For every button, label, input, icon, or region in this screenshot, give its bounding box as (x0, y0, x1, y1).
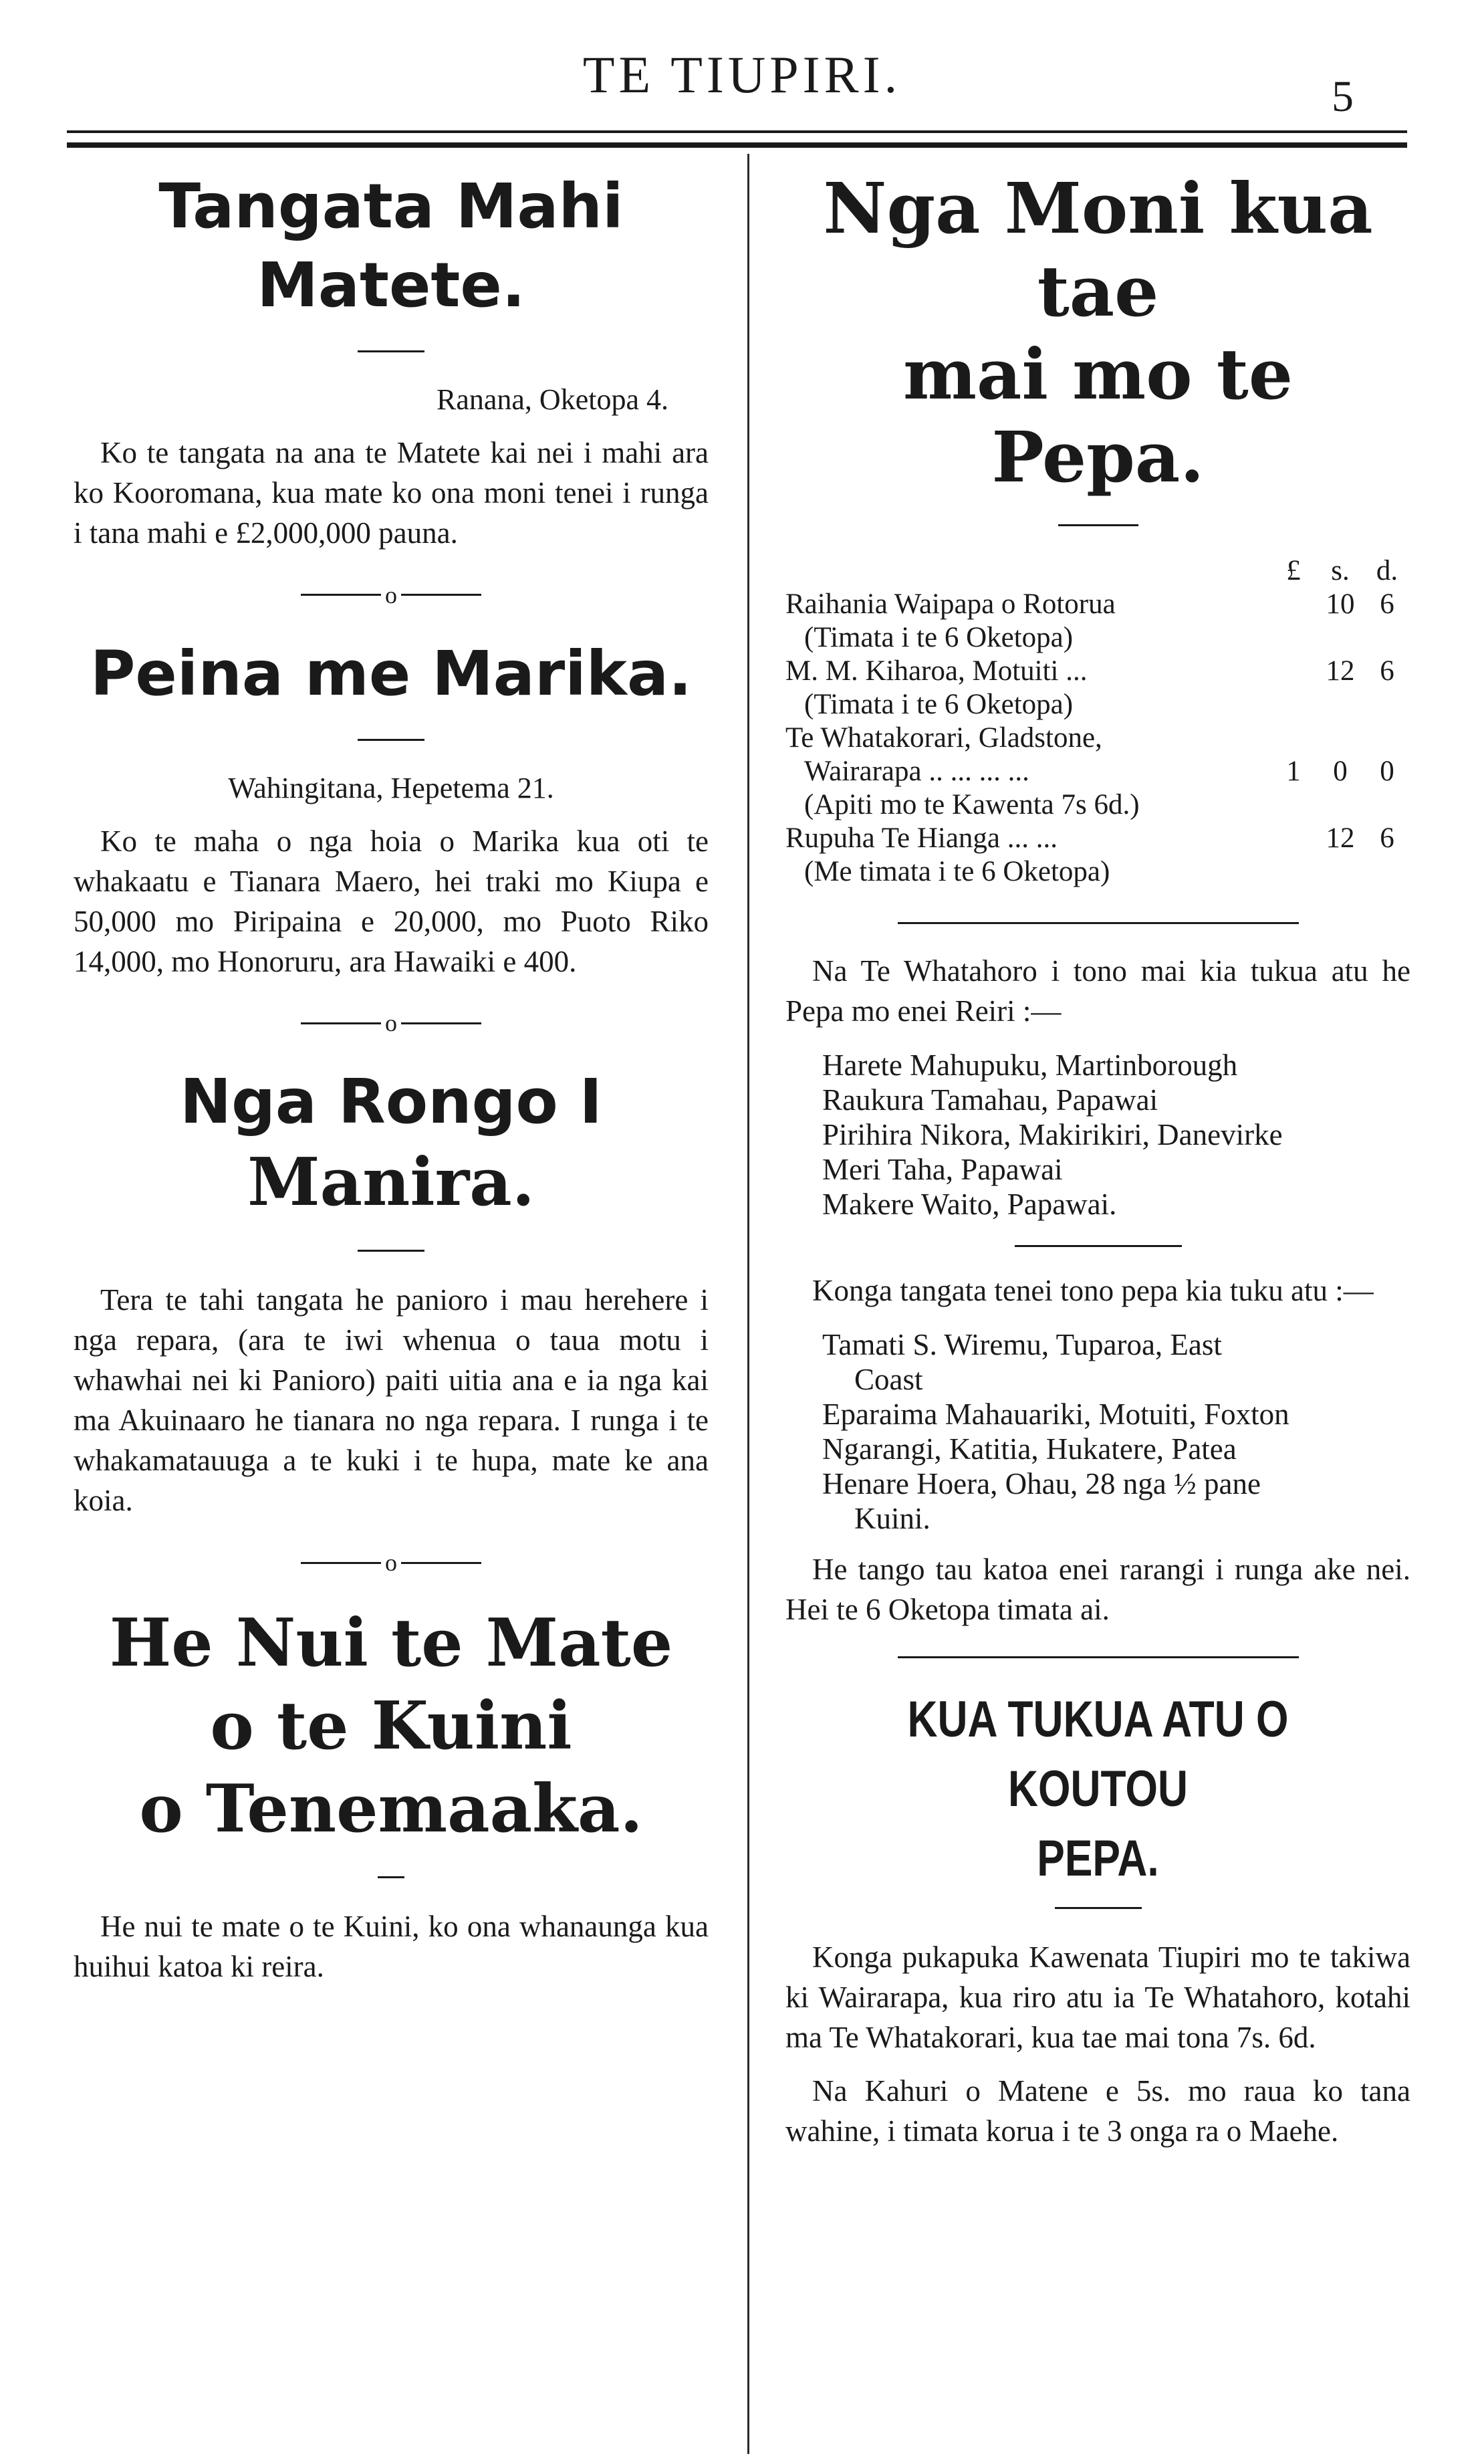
headline-line: o Tenemaaka. (139, 1771, 643, 1848)
headline-line: Peina me Marika. (90, 637, 692, 709)
table-header-row (785, 554, 1410, 588)
table-row-note (785, 788, 1410, 822)
headline-line: PEPA. (1037, 1830, 1159, 1887)
article-whatahoro-request (785, 951, 1410, 1222)
separator-line (301, 1022, 381, 1024)
pence-cell: 6 (1380, 655, 1394, 687)
newspaper-title: TE TIUPIRI. (582, 45, 902, 104)
header-rule-thick (67, 142, 1407, 148)
list-item: Makere Waito, Papawai. (822, 1188, 1117, 1221)
subscriber-name-cont: Wairarapa .. ... ... ... (804, 756, 1029, 787)
section-separator (74, 1007, 709, 1038)
short-rule (358, 739, 424, 741)
article-body: He tango tau katoa enei rarangi i runga ake nei. Hei te 6 Oketopa timata ai. (785, 1553, 1410, 1626)
subscriptions-table (785, 554, 1410, 889)
pounds-cell (1270, 588, 1317, 621)
column-divider (747, 154, 749, 2454)
masthead (0, 37, 1484, 121)
subscription-note: (Apiti mo te Kawenta 7s 6d.) (804, 789, 1140, 820)
list-item (822, 1432, 1410, 1466)
headline-line: He Nui te Mate (109, 1605, 673, 1682)
section-rule (898, 1656, 1299, 1658)
section-separator (74, 578, 709, 609)
headline-line: Tangata Mahi (158, 171, 624, 242)
pounds-cell (1270, 655, 1317, 688)
article-tangata-mahi (74, 167, 709, 553)
list-item (822, 1327, 1410, 1397)
currency-header: d. (1376, 555, 1398, 586)
article-nga-rongo-manira (74, 1062, 709, 1521)
section-separator (74, 1546, 709, 1577)
list-item-cont: Coast (854, 1363, 923, 1396)
article-body: He nui te mate o te Kuini, ko ona whanaunga kua huihui katoa ki reira. (74, 1910, 709, 1984)
article-kua-tukua (785, 1685, 1410, 2151)
list-item: Harete Mahupuku, Martinborough (822, 1048, 1238, 1082)
headline-line: mai mo te Pepa. (903, 333, 1293, 498)
table-row (785, 588, 1410, 621)
separator-mark: o (385, 1549, 397, 1577)
shillings-cell: 0 (1333, 756, 1348, 787)
headline-line: Manira. (247, 1144, 535, 1222)
table-row-cont (785, 755, 1410, 788)
separator-line (301, 1562, 381, 1564)
article-headline (785, 167, 1410, 499)
short-rule (358, 1250, 424, 1252)
article-peina-me-marika (74, 635, 709, 982)
short-rule (378, 1876, 404, 1878)
pence-cell: 0 (1380, 756, 1394, 787)
article-body: Na Kahuri o Matene e 5s. mo raua ko tana wahine, i timata korua i te 3 onga ra o Maehe. (785, 2074, 1410, 2148)
article-headline (74, 635, 709, 713)
list-item (822, 1466, 1410, 1536)
article-body: Tera te tahi tangata he panioro i mau herehere i nga repara, (ara te iwi whenua o taua motu i whawhai nei ki Panioro) paiti uitia ana e ia nga kai ma Akuinaaro he tianara no nga repara. I runga i te whakamatauuga a te kuki i te hupa, mate ke ana koia. (74, 1283, 709, 1518)
left-column (74, 167, 709, 1987)
section-rule (898, 922, 1299, 924)
header-rule-thin (67, 130, 1407, 133)
headline-line: o te Kuini (210, 1688, 572, 1765)
dateline: Wahingitana, Hepetema 21. (228, 771, 554, 804)
pounds-cell (1270, 822, 1317, 855)
article-headline (74, 167, 709, 325)
subscription-note: (Timata i te 6 Oketopa) (804, 622, 1074, 653)
subscription-note: (Timata i te 6 Oketopa) (804, 689, 1074, 720)
article-body: Ko te maha o nga hoia o Marika kua oti te whakaatu e Tianara Maero, hei traki mo Kiupa e 50,000 mo Piripaina e 20,000, mo Puoto Riko 14,000, mo Honoruru, ara Hawaiki e 400. (74, 824, 709, 978)
article-body: Na Te Whatahoro i tono mai kia tukua atu he Pepa mo enei Reiri :— (785, 954, 1410, 1028)
article-headline (842, 1685, 1354, 1894)
separator-mark: o (385, 581, 397, 608)
headline-line: KUA TUKUA ATU O KOUTOU (907, 1691, 1289, 1817)
article-headline-second (74, 1141, 709, 1224)
article-headline (74, 1062, 709, 1141)
list-item: Raukura Tamahau, Papawai (822, 1083, 1158, 1117)
headline-line: Nga Moni kua tae (823, 167, 1373, 332)
list-item: Meri Taha, Papawai (822, 1153, 1063, 1186)
shillings-cell: 10 (1326, 588, 1355, 620)
table-row (785, 822, 1410, 855)
names-list (822, 1048, 1410, 1222)
subscriber-name: Rupuha Te Hianga ... ... (785, 822, 1058, 854)
separator-line (401, 1562, 481, 1564)
subscriber-name: Raihania Waipapa o Rotorua (785, 588, 1116, 620)
page-number: 5 (1332, 72, 1354, 121)
subscriber-name: M. M. Kiharoa, Motuiti ... (785, 655, 1088, 687)
shillings-cell: 12 (1326, 822, 1355, 854)
table-row (785, 721, 1410, 755)
pence-cell: 6 (1380, 822, 1394, 854)
pence-cell: 6 (1380, 588, 1394, 620)
section-rule (1015, 1245, 1182, 1247)
separator-line (401, 594, 481, 596)
list-item-cont: Kuini. (854, 1502, 931, 1535)
table-row-note (785, 621, 1410, 655)
list-item (822, 1397, 1410, 1432)
list-item-text: Henare Hoera, Ohau, 28 nga ½ pane (822, 1467, 1261, 1500)
currency-header: s. (1331, 555, 1350, 586)
list-item-text: Tamati S. Wiremu, Tuparoa, East (822, 1328, 1222, 1361)
table-spacer (785, 554, 1270, 588)
separator-line (401, 1022, 481, 1024)
article-body: Konga pukapuka Kawenata Tiupiri mo te takiwa ki Wairarapa, kua riro atu ia Te Whatahoro, kotahi ma Te Whatakorari, kua tae mai tona 7s. 6d. (785, 1940, 1410, 2054)
subscription-note: (Me timata i te 6 Oketopa) (804, 856, 1110, 887)
short-rule (1055, 1907, 1142, 1909)
article-nga-moni (785, 167, 1410, 889)
article-body: Ko te tangata na ana te Matete kai nei i mahi ara ko Kooromana, kua mate ko ona moni tenei i runga i tana mahi e £2,000,000 pauna. (74, 436, 709, 550)
right-column (785, 167, 1410, 2151)
short-rule (1058, 524, 1138, 526)
pounds-cell: 1 (1286, 756, 1301, 787)
short-rule (358, 350, 424, 352)
article-kuini-tenemaaka (74, 1602, 709, 1987)
separator-line (301, 594, 381, 596)
table-row-note (785, 855, 1410, 889)
list-item-text: Eparaima Mahauariki, Motuiti, Foxton (822, 1397, 1289, 1431)
headline-line: Nga Rongo I (180, 1066, 602, 1138)
article-headline (74, 1602, 709, 1851)
article-tono-pepa (785, 1270, 1410, 1630)
currency-header: £ (1286, 555, 1301, 586)
table-row-note (785, 688, 1410, 721)
dateline: Ranana, Oketopa 4. (437, 383, 668, 416)
subscriber-name: Te Whatakorari, Gladstone, (785, 722, 1102, 754)
list-item: Pirihira Nikora, Makirikiri, Danevirke (822, 1118, 1283, 1151)
article-body: Konga tangata tenei tono pepa kia tuku atu :— (812, 1274, 1374, 1307)
table-row (785, 655, 1410, 688)
shillings-cell: 12 (1326, 655, 1355, 687)
names-list (822, 1327, 1410, 1536)
list-item-text: Ngarangi, Katitia, Hukatere, Patea (822, 1432, 1237, 1466)
headline-line: Matete. (257, 249, 525, 321)
separator-mark: o (385, 1010, 397, 1037)
